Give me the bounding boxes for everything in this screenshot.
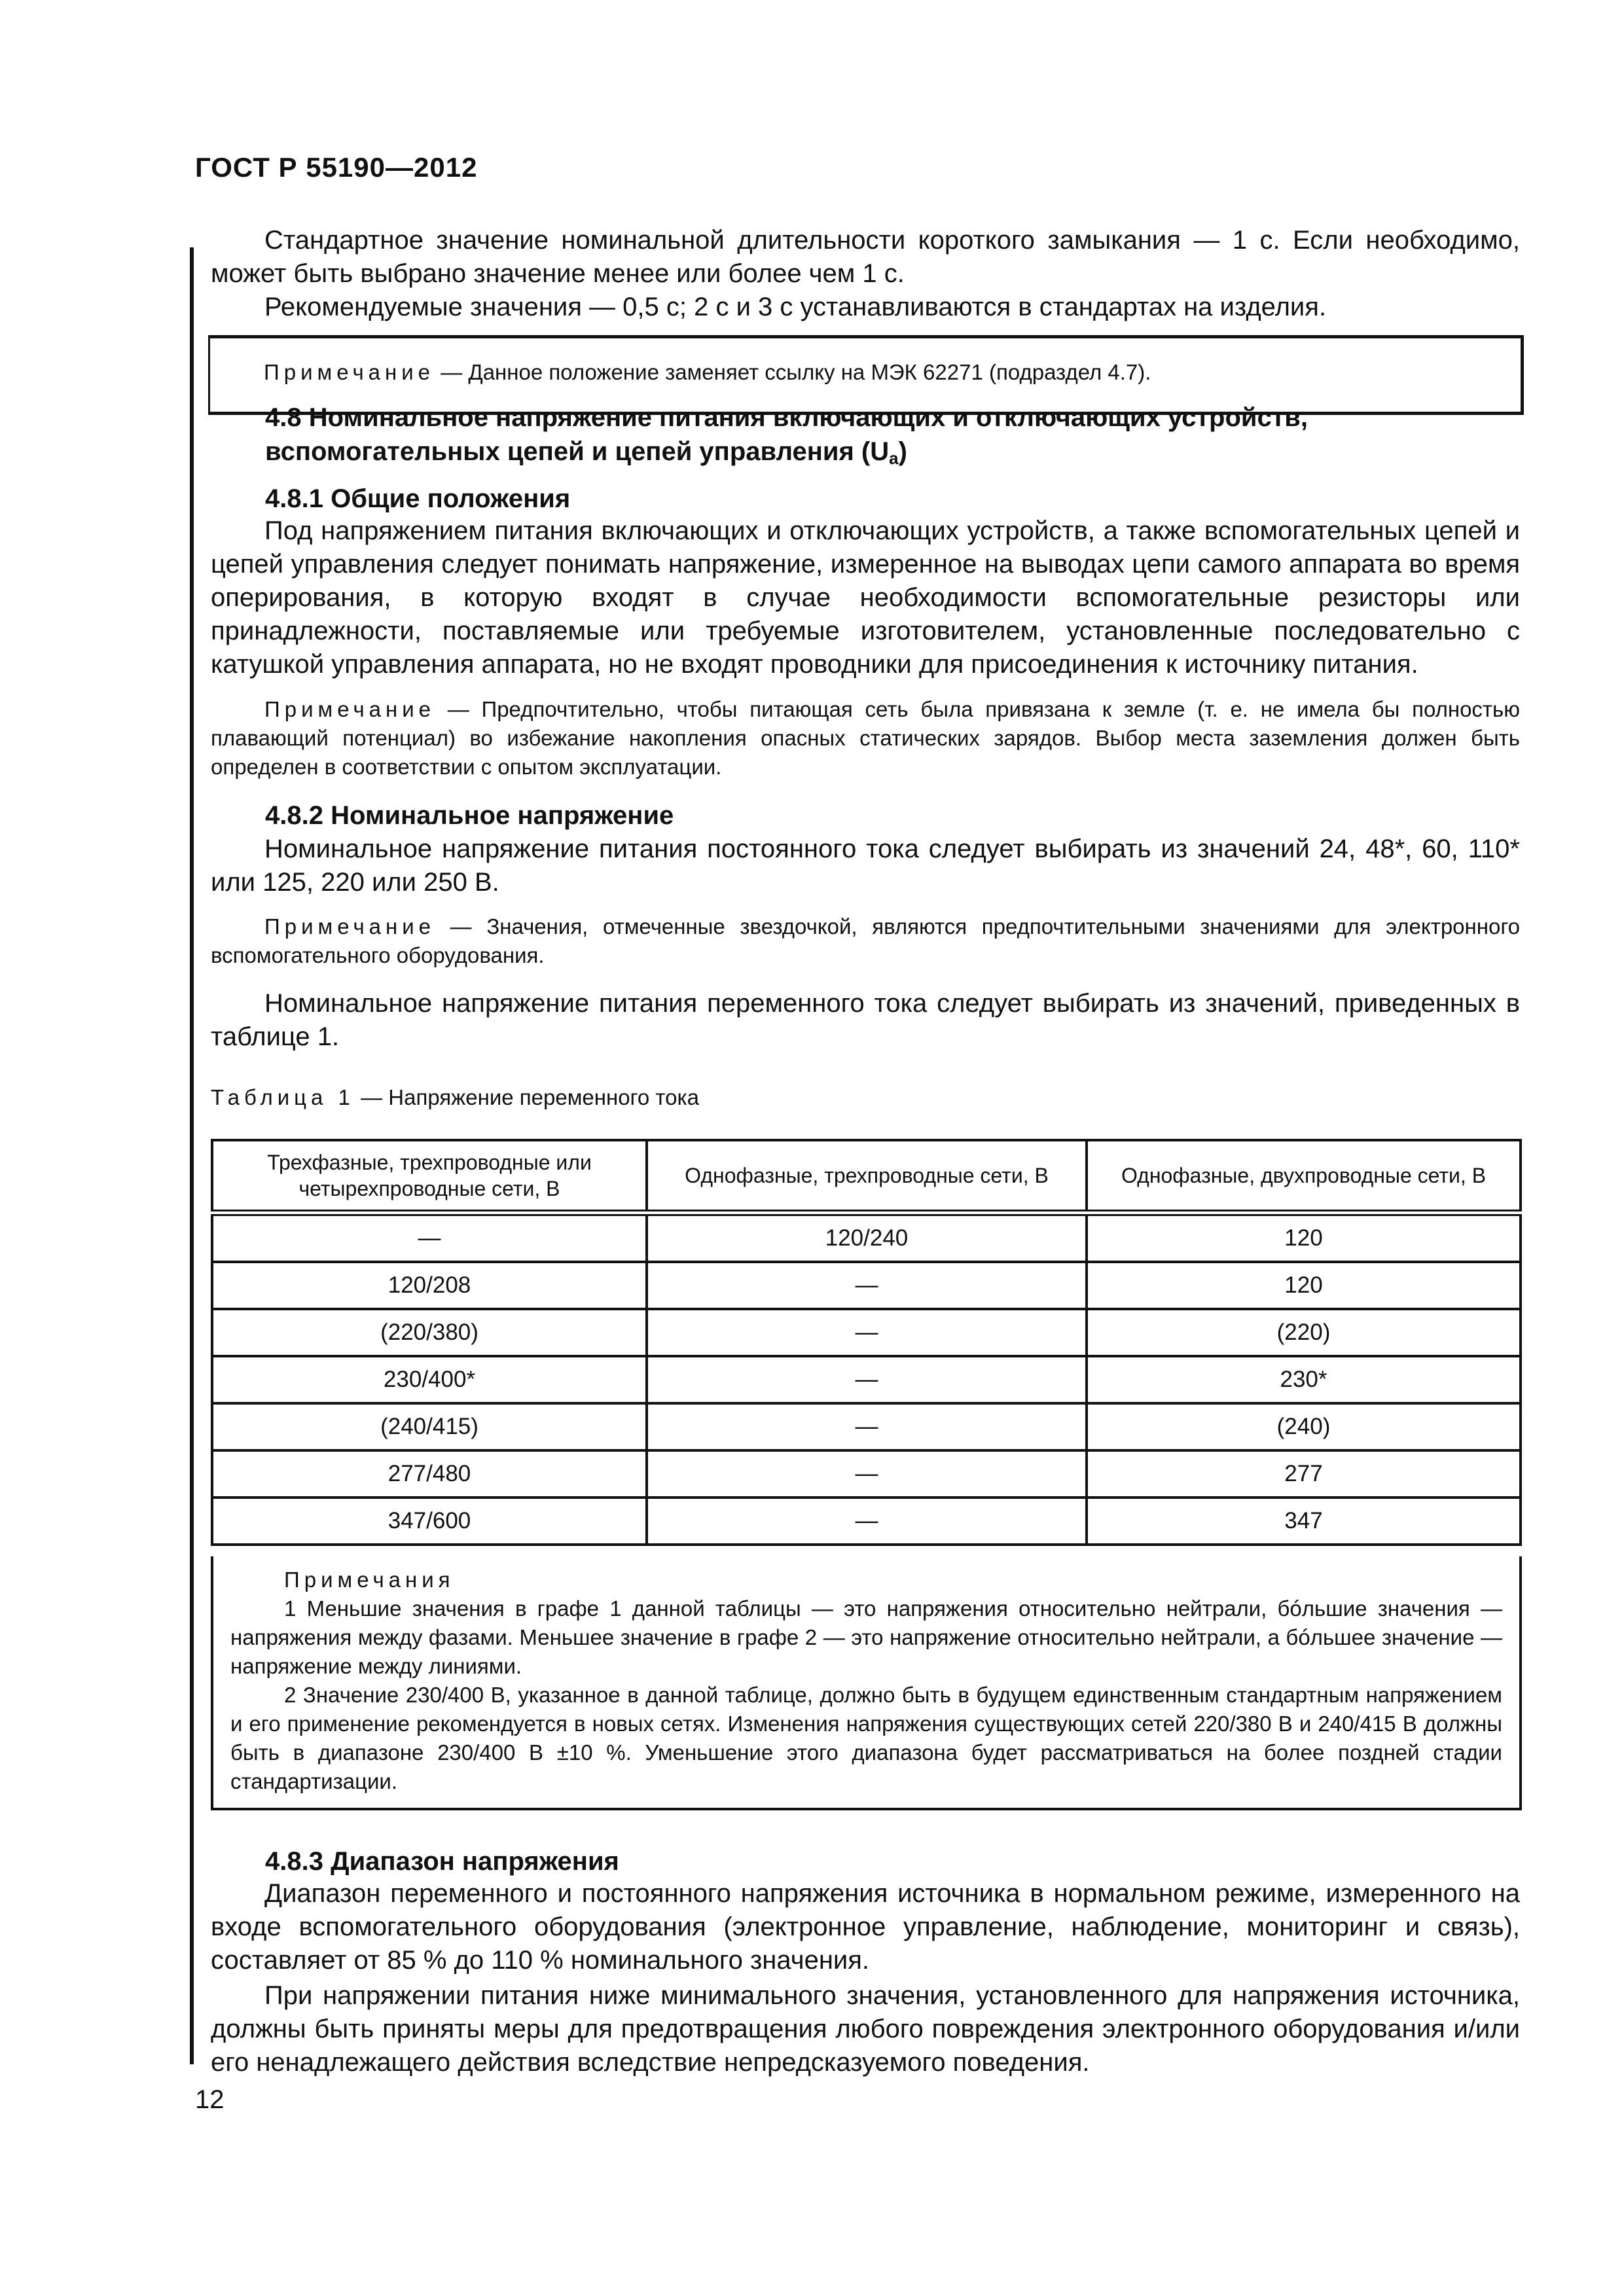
table-cell: —: [647, 1498, 1087, 1545]
table-cell: 120/208: [212, 1262, 647, 1309]
table-cell: 277/480: [212, 1450, 647, 1498]
table-cell: 120: [1087, 1213, 1521, 1262]
table-row: [212, 1450, 1521, 1498]
table-notes: [211, 1556, 1522, 1810]
note-preferred-values: Примечание — Значения, отмеченные звездочкой, являются предпочтительными значениями для электронного вспомогательного оборудования.: [211, 914, 1520, 967]
table-cell: —: [647, 1262, 1087, 1309]
table-header-row: [212, 1140, 1521, 1213]
table-cell: —: [647, 1450, 1087, 1498]
document-designation: ГОСТ Р 55190—2012: [195, 152, 478, 183]
table-cell: 347: [1087, 1498, 1521, 1545]
table-row: [212, 1213, 1521, 1262]
section-heading-4-8-2: 4.8.2 Номинальное напряжение: [265, 801, 674, 830]
note-label: Примечание: [264, 697, 436, 721]
table-notes-title: Примечания: [284, 1568, 455, 1592]
table-note-1: 1 Меньшие значения в графе 1 данной таблицы — это напряжения относительно нейтрали, бóльшие значения — напряжения между фазами. Меньшее значение в графе 2 — это напряжение относительно нейтрали, а бóльшее значение — напряжение между линиями.: [230, 1596, 1502, 1678]
table-note-2: 2 Значение 230/400 В, указанное в данной таблице, должно быть в будущем единственным стандартным напряжением и его применение рекомендуется в новых сетях. Изменения напряжения существующих сетей 220/380 В и 240/415 В должны быть в диапазоне 230/400 В ±10 %. Уменьшение этого диапазона будет рассматриваться на более поздней стадии стандартизации.: [230, 1683, 1502, 1793]
table-cell: (220): [1087, 1309, 1521, 1356]
table-cell: 120/240: [647, 1213, 1087, 1262]
page-number: 12: [195, 2085, 225, 2114]
section-heading-4-8-1: 4.8.1 Общие положения: [265, 484, 571, 513]
table-cell: —: [647, 1403, 1087, 1450]
note-label: Примечание: [264, 360, 435, 384]
paragraph-voltage-range: Диапазон переменного и постоянного напряжения источника в нормальном режиме, измеренного на входе вспомогательного оборудования (электронное управление, наблюдение, мониторинг и связь), составляет от 85 % до 110 % номинального значения.: [211, 1879, 1520, 1975]
table-row: [212, 1262, 1521, 1309]
section-heading-4-8: 4.8 Номинальное напряжение питания включающих и отключающих устройств, вспомогательных цепей и цепей управления $(U_a)$: [265, 403, 1308, 468]
table-cell: 230/400*: [212, 1356, 647, 1403]
change-bar: [190, 247, 194, 2064]
note-grounding: Примечание — Предпочтительно, чтобы питающая сеть была привязана к земле (т. е. не имела бы полностью плавающий потенциал) во избежание накопления опасных статических зарядов. Выбор места заземления должен быть определен в соответствии с опытом эксплуатации.: [211, 697, 1520, 779]
table-row: [212, 1498, 1521, 1545]
table-cell: 277: [1087, 1450, 1521, 1498]
note-label: Примечание: [264, 914, 436, 939]
paragraph-dc-voltage: Номинальное напряжение питания постоянного тока следует выбирать из значений 24, 48*, 60, 110* или 125, 220 или 250 В.: [211, 834, 1520, 897]
table-row: [212, 1309, 1521, 1356]
column-header-single-phase-three-wire: Однофазные, трехпроводные сети, В: [647, 1140, 1087, 1213]
paragraph-undervoltage-protection: При напряжении питания ниже минимального значения, установленного для напряжения источника, должны быть приняты меры для предотвращения любого повреждения электронного оборудования и/или его ненадлежащего действия вследствие непредсказуемого поведения.: [211, 1981, 1520, 2077]
ac-voltage-table: [211, 1139, 1522, 1546]
paragraph-short-circuit-duration: Стандартное значение номинальной длительности короткого замыкания — 1 с. Если необходимо, может быть выбрано значение менее или более чем 1 с.: [211, 226, 1520, 288]
paragraph-ac-voltage: Номинальное напряжение питания переменного тока следует выбирать из значений, приведенных в таблице 1.: [211, 989, 1520, 1051]
table-cell: 347/600: [212, 1498, 647, 1545]
column-header-single-phase-two-wire: Однофазные, двухпроводные сети, В: [1087, 1140, 1521, 1213]
table-row: [212, 1356, 1521, 1403]
section-heading-4-8-3: 4.8.3 Диапазон напряжения: [265, 1847, 619, 1876]
table-cell: —: [647, 1356, 1087, 1403]
table-cell: 230*: [1087, 1356, 1521, 1403]
table-caption: Таблица 1 — Напряжение переменного тока: [211, 1085, 699, 1109]
paragraph-recommended-values: Рекомендуемые значения — 0,5 с; 2 с и 3 с устанавливаются в стандартах на изделия.: [264, 293, 1327, 321]
table-cell: (240): [1087, 1403, 1521, 1450]
boxed-note-text: Примечание — Данное положение заменяет ссылку на МЭК 62271 (подраздел 4.7).: [264, 360, 1151, 384]
table-cell: —: [212, 1213, 647, 1262]
table-cell: 120: [1087, 1262, 1521, 1309]
table-cell: (240/415): [212, 1403, 647, 1450]
table-row: [212, 1403, 1521, 1450]
table-cell: (220/380): [212, 1309, 647, 1356]
table-cell: —: [647, 1309, 1087, 1356]
column-header-three-phase: Трехфазные, трехпроводные или четырехпроводные сети, В: [212, 1140, 647, 1213]
paragraph-supply-voltage-definition: Под напряжением питания включающих и отключающих устройств, а также вспомогательных цепей и цепей управления следует понимать напряжение, измеренное на выводах цепи самого аппарата во время оперирования, в которую входят в случае необходимости вспомогательные резисторы или принадлежности, поставляемые или требуемые изготовителем, установленные последовательно с катушкой управления аппарата, но не входят проводники для присоединения к источнику питания.: [211, 516, 1520, 679]
